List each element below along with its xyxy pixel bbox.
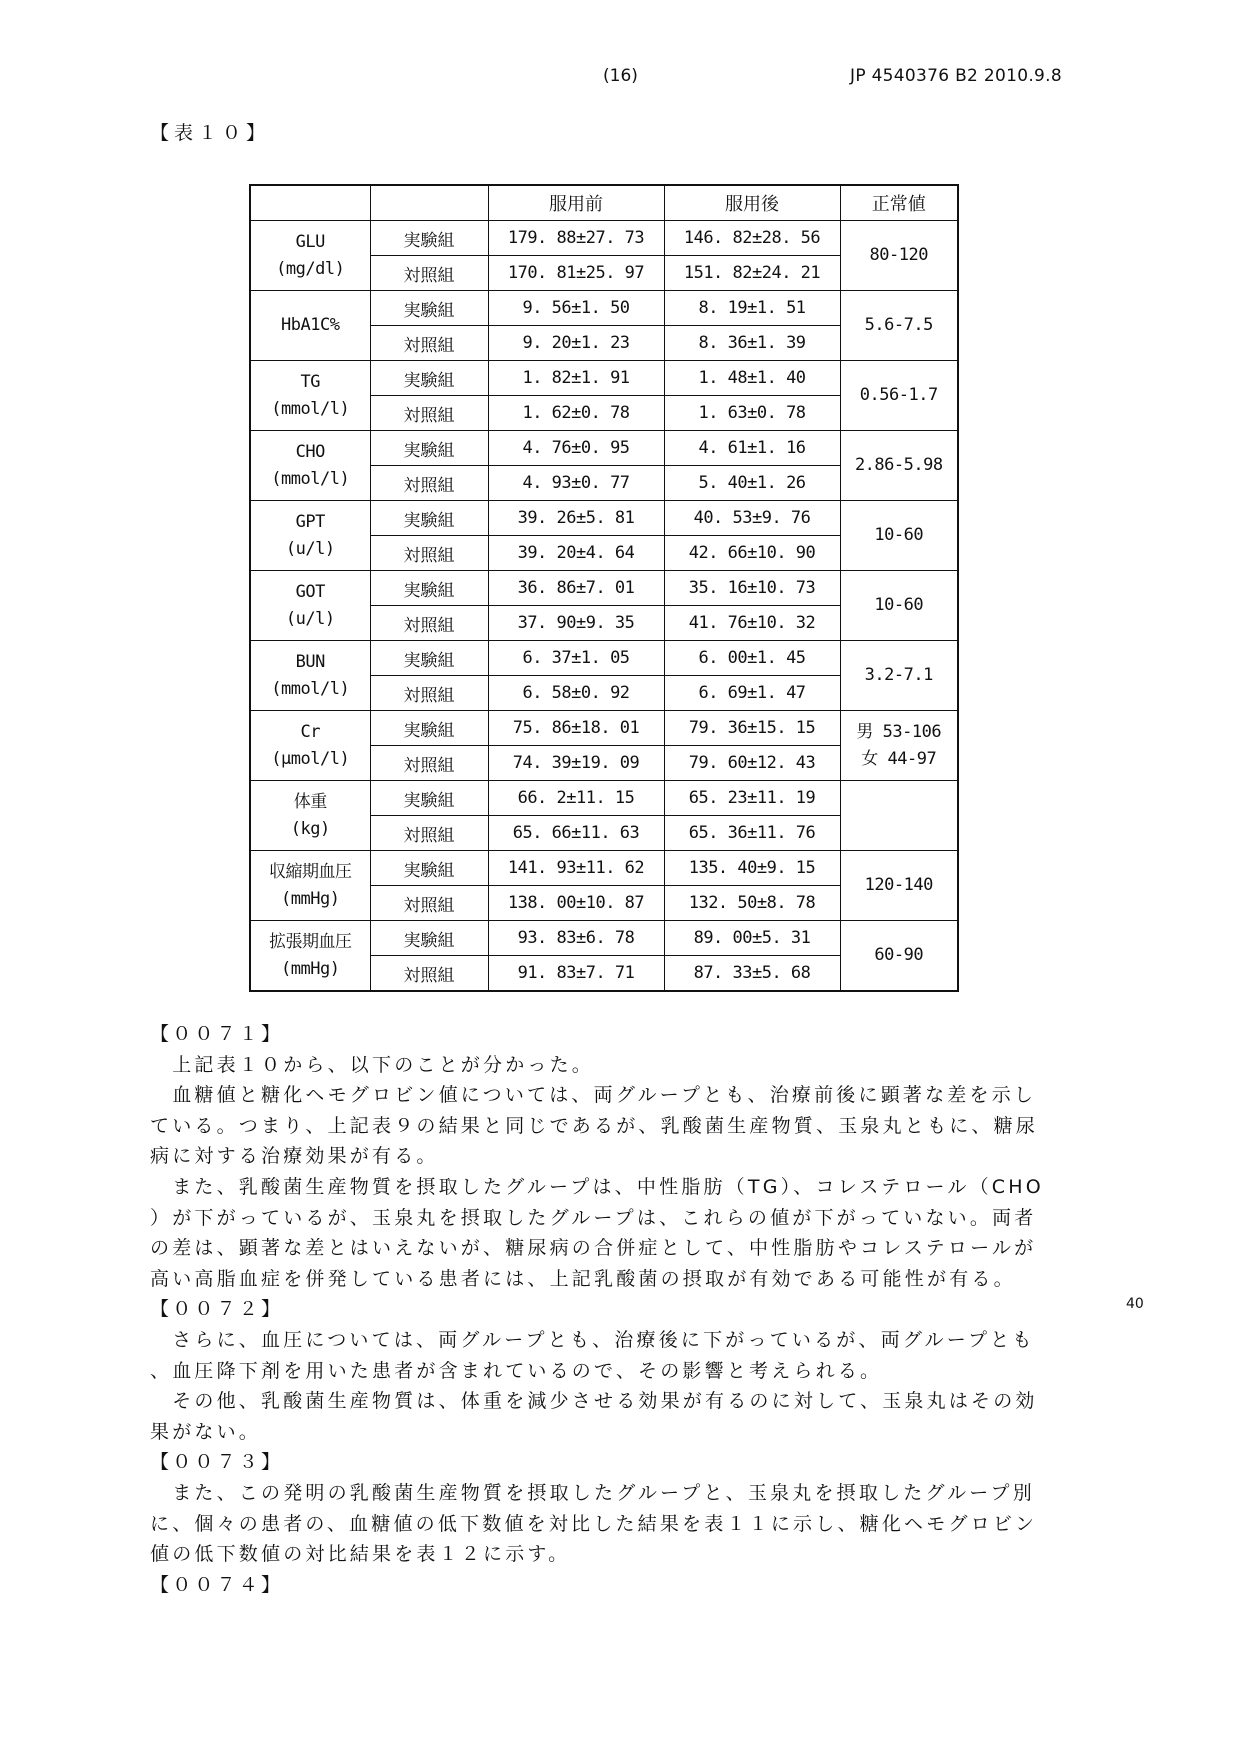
before-value-cell: 65. 66±11. 63 — [488, 816, 664, 851]
group-cell: 実験組 — [370, 781, 488, 816]
body-text — [150, 1019, 1110, 1600]
text-line: 上記表１０から、以下のことが分かった。 — [150, 1053, 595, 1076]
table-row — [250, 851, 958, 886]
before-value-cell: 4. 93±0. 77 — [488, 466, 664, 501]
normal-range-cell — [840, 641, 958, 711]
after-value-cell: 8. 36±1. 39 — [664, 326, 840, 361]
parameter-label: (μmol/l) — [271, 748, 350, 769]
parameter-label: (kg) — [290, 818, 330, 839]
table-row — [250, 221, 958, 256]
table-title: 【表１０】 — [150, 122, 271, 144]
normal-range-cell — [840, 361, 958, 431]
before-value-cell: 93. 83±6. 78 — [488, 921, 664, 956]
normal-range-label: 10-60 — [874, 525, 924, 545]
normal-range-cell — [840, 291, 958, 361]
before-value-cell: 75. 86±18. 01 — [488, 711, 664, 746]
parameter-cell — [250, 711, 370, 781]
header-row — [250, 185, 958, 221]
text-line: 血糖値と糖化ヘモグロビン値については、両グループとも、治療前後に顕著な差を示し — [150, 1084, 1037, 1107]
column-header: 服用前 — [488, 185, 664, 221]
page-number: (16) — [603, 66, 638, 86]
group-cell: 対照組 — [370, 256, 488, 291]
line-number-marker: 40 — [1126, 1296, 1144, 1312]
after-value-cell: 35. 16±10. 73 — [664, 571, 840, 606]
parameter-label: (u/l) — [285, 538, 335, 559]
before-value-cell: 6. 58±0. 92 — [488, 676, 664, 711]
publication-id: JP 4540376 B2 2010.9.8 — [850, 66, 1062, 86]
before-value-cell: 91. 83±7. 71 — [488, 956, 664, 992]
group-cell: 対照組 — [370, 956, 488, 992]
group-cell: 実験組 — [370, 571, 488, 606]
after-value-cell: 1. 63±0. 78 — [664, 396, 840, 431]
normal-range-cell — [840, 851, 958, 921]
before-value-cell: 36. 86±7. 01 — [488, 571, 664, 606]
text-line: 値の低下数値の対比結果を表１２に示す。 — [150, 1543, 571, 1566]
normal-range-label: 男 53-106 — [856, 721, 942, 742]
group-cell: 実験組 — [370, 431, 488, 466]
table-row — [250, 711, 958, 746]
normal-range-label: 5.6-7.5 — [864, 315, 933, 335]
before-value-cell: 39. 20±4. 64 — [488, 536, 664, 571]
normal-range-label: 80-120 — [869, 245, 928, 265]
after-value-cell: 151. 82±24. 21 — [664, 256, 840, 291]
normal-range-label: 3.2-7.1 — [864, 665, 933, 685]
group-cell: 実験組 — [370, 221, 488, 256]
before-value-cell: 1. 62±0. 78 — [488, 396, 664, 431]
text-line: 【００７３】 — [150, 1451, 284, 1474]
before-value-cell: 4. 76±0. 95 — [488, 431, 664, 466]
text-line: に、個々の患者の、血糖値の低下数値を対比した結果を表１１に示し、糖化ヘモグロビン — [150, 1512, 1038, 1535]
after-value-cell: 65. 23±11. 19 — [664, 781, 840, 816]
after-value-cell: 41. 76±10. 32 — [664, 606, 840, 641]
parameter-label: Cr — [300, 721, 320, 742]
before-value-cell: 37. 90±9. 35 — [488, 606, 664, 641]
group-cell: 対照組 — [370, 326, 488, 361]
group-cell: 対照組 — [370, 466, 488, 501]
after-value-cell: 135. 40±9. 15 — [664, 851, 840, 886]
normal-range-label: 0.56-1.7 — [859, 385, 938, 405]
normal-range-label: 2.86-5.98 — [854, 455, 943, 475]
parameter-label: (mmol/l) — [271, 468, 350, 489]
parameter-label: (mmHg) — [281, 958, 340, 979]
before-value-cell: 39. 26±5. 81 — [488, 501, 664, 536]
after-value-cell: 6. 69±1. 47 — [664, 676, 840, 711]
parameter-label: HbA1C% — [281, 315, 340, 335]
group-cell: 実験組 — [370, 291, 488, 326]
group-cell: 実験組 — [370, 921, 488, 956]
text-line: 果がない。 — [150, 1420, 262, 1443]
after-value-cell: 65. 36±11. 76 — [664, 816, 840, 851]
group-cell: 対照組 — [370, 816, 488, 851]
table-row — [250, 431, 958, 466]
table-row — [250, 571, 958, 606]
text-line: 【００７２】 — [150, 1298, 284, 1321]
parameter-label: GPT — [295, 511, 325, 532]
before-value-cell: 141. 93±11. 62 — [488, 851, 664, 886]
parameter-label: GOT — [295, 581, 325, 602]
group-cell: 実験組 — [370, 501, 488, 536]
column-header — [250, 185, 370, 221]
table-row — [250, 641, 958, 676]
after-value-cell: 79. 60±12. 43 — [664, 746, 840, 781]
parameter-cell — [250, 361, 370, 431]
after-value-cell: 79. 36±15. 15 — [664, 711, 840, 746]
parameter-label: (mg/dl) — [276, 258, 345, 279]
text-line: ）が下がっているが、玉泉丸を摂取したグループは、これらの値が下がっていない。両者 — [150, 1206, 1037, 1229]
parameter-cell — [250, 501, 370, 571]
normal-range-cell — [840, 571, 958, 641]
normal-range-label: 10-60 — [874, 595, 924, 615]
text-line: 病に対する治療効果が有る。 — [150, 1145, 439, 1168]
group-cell: 実験組 — [370, 641, 488, 676]
text-line: その他、乳酸菌生産物質は、体重を減少させる効果が有るのに対して、玉泉丸はその効 — [150, 1390, 1038, 1413]
column-header: 正常値 — [840, 185, 958, 221]
parameter-cell — [250, 781, 370, 851]
after-value-cell: 87. 33±5. 68 — [664, 956, 840, 992]
parameter-cell — [250, 921, 370, 992]
table-row — [250, 781, 958, 816]
column-header: 服用後 — [664, 185, 840, 221]
table-row — [250, 291, 958, 326]
parameter-label: TG — [300, 371, 320, 392]
normal-range-cell — [840, 921, 958, 992]
parameter-label: 体重 — [293, 791, 327, 812]
text-line: 、血圧降下剤を用いた患者が含まれているので、その影響と考えられる。 — [150, 1359, 883, 1382]
parameter-cell — [250, 221, 370, 291]
before-value-cell: 74. 39±19. 09 — [488, 746, 664, 781]
parameter-cell — [250, 851, 370, 921]
parameter-label: GLU — [295, 231, 325, 252]
before-value-cell: 179. 88±27. 73 — [488, 221, 664, 256]
before-value-cell: 9. 20±1. 23 — [488, 326, 664, 361]
parameter-label: CHO — [295, 441, 325, 462]
after-value-cell: 8. 19±1. 51 — [664, 291, 840, 326]
group-cell: 実験組 — [370, 711, 488, 746]
text-line: 【００７４】 — [150, 1573, 284, 1596]
text-line: また、乳酸菌生産物質を摂取したグループは、中性脂肪（TG）、コレステロール（CHO — [150, 1175, 1044, 1198]
parameter-cell — [250, 641, 370, 711]
data-table — [249, 184, 959, 992]
before-value-cell: 66. 2±11. 15 — [488, 781, 664, 816]
text-line: 【００７１】 — [150, 1023, 284, 1045]
group-cell: 実験組 — [370, 851, 488, 886]
text-line: 高い高脂血症を併発している患者には、上記乳酸菌の摂取が有効である可能性が有る。 — [150, 1267, 1016, 1290]
parameter-label: 収縮期血圧 — [269, 861, 352, 882]
parameter-label: (mmol/l) — [271, 678, 350, 699]
normal-range-cell — [840, 501, 958, 571]
normal-range-label: 120-140 — [864, 875, 933, 895]
parameter-label: (mmol/l) — [271, 398, 350, 419]
group-cell: 対照組 — [370, 746, 488, 781]
table-row — [250, 921, 958, 956]
column-header — [370, 185, 488, 221]
normal-range-label: 女 44-97 — [861, 748, 937, 769]
after-value-cell: 132. 50±8. 78 — [664, 886, 840, 921]
parameter-label: (u/l) — [285, 608, 335, 629]
text-line: ている。つまり、上記表９の結果と同じであるが、乳酸菌生産物質、玉泉丸ともに、糖尿 — [150, 1114, 1039, 1137]
before-value-cell: 170. 81±25. 97 — [488, 256, 664, 291]
table-row — [250, 361, 958, 396]
normal-range-cell — [840, 431, 958, 501]
before-value-cell: 1. 82±1. 91 — [488, 361, 664, 396]
after-value-cell: 5. 40±1. 26 — [664, 466, 840, 501]
normal-range-label: 60-90 — [874, 945, 924, 965]
parameter-cell — [250, 291, 370, 361]
normal-range-cell — [840, 781, 958, 851]
parameter-cell — [250, 571, 370, 641]
after-value-cell: 4. 61±1. 16 — [664, 431, 840, 466]
parameter-cell — [250, 431, 370, 501]
text-line: の差は、顕著な差とはいえないが、糖尿病の合併症として、中性脂肪やコレステロールが — [150, 1237, 1037, 1260]
text-line: さらに、血圧については、両グループとも、治療後に下がっているが、両グループとも — [150, 1328, 1035, 1351]
group-cell: 対照組 — [370, 886, 488, 921]
group-cell: 実験組 — [370, 361, 488, 396]
after-value-cell: 42. 66±10. 90 — [664, 536, 840, 571]
normal-range-cell — [840, 711, 958, 781]
group-cell: 対照組 — [370, 396, 488, 431]
after-value-cell: 89. 00±5. 31 — [664, 921, 840, 956]
parameter-label: BUN — [295, 651, 325, 672]
table-row — [250, 501, 958, 536]
before-value-cell: 6. 37±1. 05 — [488, 641, 664, 676]
parameter-label: (mmHg) — [281, 888, 340, 909]
after-value-cell: 40. 53±9. 76 — [664, 501, 840, 536]
after-value-cell: 1. 48±1. 40 — [664, 361, 840, 396]
normal-range-cell — [840, 221, 958, 291]
after-value-cell: 6. 00±1. 45 — [664, 641, 840, 676]
before-value-cell: 138. 00±10. 87 — [488, 886, 664, 921]
group-cell: 対照組 — [370, 536, 488, 571]
after-value-cell: 146. 82±28. 56 — [664, 221, 840, 256]
before-value-cell: 9. 56±1. 50 — [488, 291, 664, 326]
group-cell: 対照組 — [370, 676, 488, 711]
group-cell: 対照組 — [370, 606, 488, 641]
parameter-label: 拡張期血圧 — [269, 931, 352, 952]
text-line: また、この発明の乳酸菌生産物質を摂取したグループと、玉泉丸を摂取したグループ別 — [150, 1481, 1035, 1504]
